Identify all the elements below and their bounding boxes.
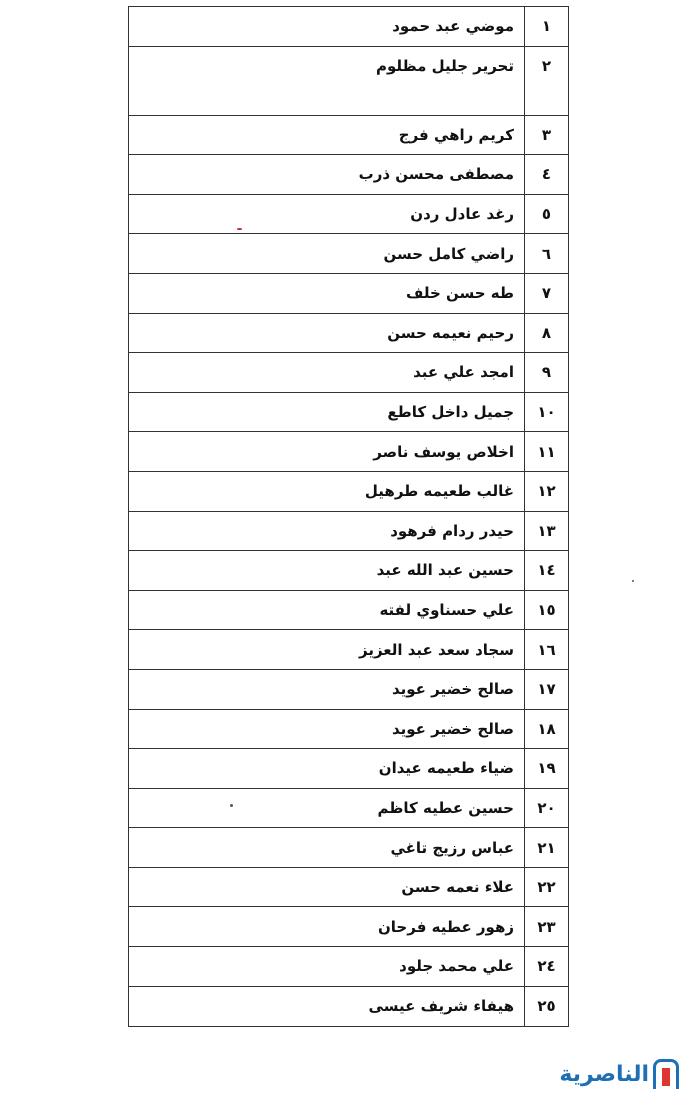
row-name: طه حسن خلف [405,284,514,303]
watermark-text: الناصرية [559,1061,649,1087]
table-row [129,393,568,433]
row-number: ١٦ [524,630,568,669]
logo-icon [653,1059,679,1089]
row-number: ١٠ [524,393,568,432]
row-number: ٤ [524,155,568,194]
row-number: ١٤ [524,551,568,590]
row-name: راضي كامل حسن [383,244,514,263]
row-number: ١٨ [524,710,568,749]
watermark-logo [549,1054,679,1094]
row-number: ١ [524,7,568,46]
table-row [129,947,568,987]
row-name: صالح خضير عويد [391,719,514,738]
row-name: موضي عبد حمود [392,17,514,35]
row-number: ١٣ [524,512,568,551]
row-name: علاء نعمه حسن [401,878,514,897]
row-number: ١٢ [524,472,568,511]
row-name: ضياء طعيمه عيدان [378,759,514,778]
row-number: ٥ [524,195,568,234]
row-name: غالب طعيمه طرهيل [364,482,514,501]
row-name: سجاد سعد عبد العزيز [358,640,514,659]
table-row [129,353,568,393]
row-number: ٢ [524,47,568,115]
row-number: ١١ [524,432,568,471]
table-row [129,116,568,156]
table-row [129,868,568,908]
row-number: ١٩ [524,749,568,788]
row-name: عباس رزيج تاغي [390,838,514,857]
row-number: ٢٤ [524,947,568,986]
row-name: رغد عادل ردن [410,205,514,224]
scan-speck [237,228,242,230]
table-row [129,155,568,195]
row-number: ٢٥ [524,987,568,1027]
names-table [128,6,569,1027]
row-name: كريم راهي فرج [398,125,514,144]
row-name: مصطفى محسن ذرب [358,165,514,184]
row-name: رحيم نعيمه حسن [387,323,514,342]
table-row [129,472,568,512]
row-name: علي حسناوي لفته [379,601,514,620]
table-row [129,630,568,670]
table-row [129,670,568,710]
row-name: صالح خضير عويد [391,680,514,699]
table-row [129,512,568,552]
row-name: حسين عبد الله عبد [376,561,514,580]
table-row [129,749,568,789]
table-row [129,195,568,235]
row-number: ٨ [524,314,568,353]
table-row [129,710,568,750]
row-number: ٩ [524,353,568,392]
table-row [129,551,568,591]
table-row [129,314,568,354]
row-name: امجد علي عبد [413,363,514,382]
row-number: ٢٣ [524,907,568,946]
table-row [129,7,568,47]
table-row [129,234,568,274]
row-name: تحرير جليل مظلوم [375,56,514,75]
table-row [129,987,568,1027]
row-name: هيفاء شريف عيسى [368,997,514,1016]
table-row [129,907,568,947]
row-number: ٣ [524,116,568,155]
row-name: حيدر ردام فرهود [390,521,514,540]
row-name: حسين عطيه كاظم [377,798,514,817]
table-row [129,274,568,314]
row-number: ٢٢ [524,868,568,907]
row-name: اخلاص يوسف ناصر [373,442,514,461]
table-row [129,591,568,631]
row-number: ١٥ [524,591,568,630]
scan-speck [632,580,634,582]
row-number: ٢٠ [524,789,568,828]
scan-speck [230,804,233,807]
row-name: علي محمد جلود [399,957,514,976]
table-row [129,432,568,472]
table-row [129,828,568,868]
row-number: ٧ [524,274,568,313]
row-number: ٢١ [524,828,568,867]
table-row [129,789,568,829]
row-name: جميل داخل كاطع [387,403,514,422]
table-row [129,47,568,116]
row-number: ٦ [524,234,568,273]
row-number: ١٧ [524,670,568,709]
row-name: زهور عطيه فرحان [378,917,514,936]
